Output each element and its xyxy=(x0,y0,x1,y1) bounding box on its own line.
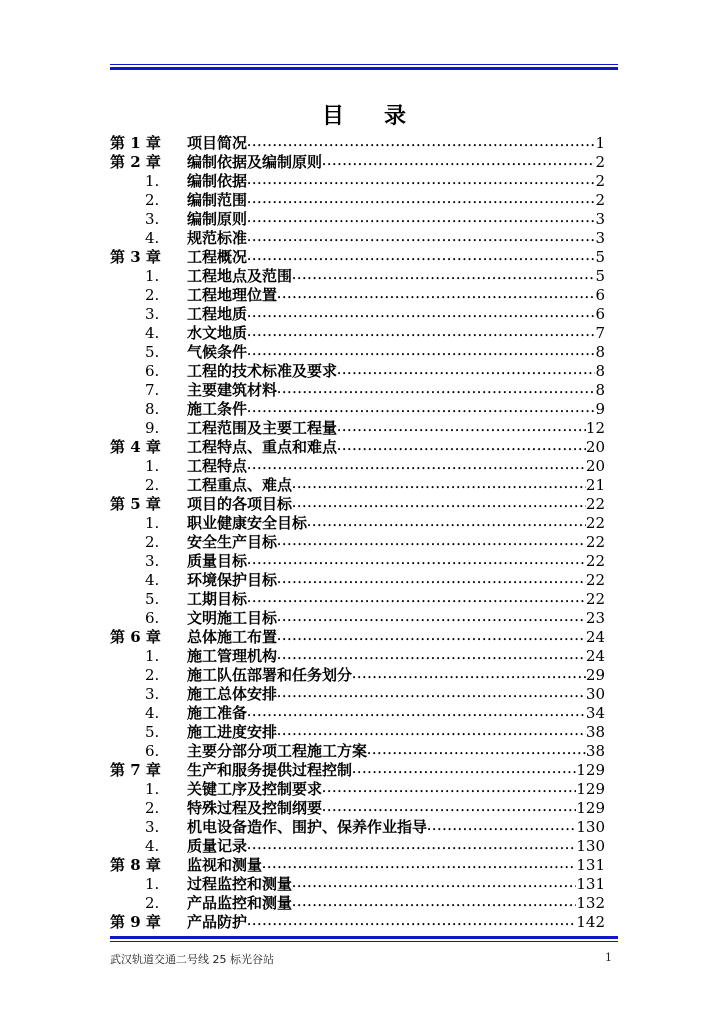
toc-entry-number: 5. xyxy=(145,590,160,608)
toc-entry-page: 38 xyxy=(585,742,605,760)
toc-section-entry[interactable] xyxy=(110,457,605,476)
toc-entry-page: 130 xyxy=(576,837,605,855)
toc-entry-page: 1 xyxy=(595,134,605,152)
toc-entry-number: 3. xyxy=(145,305,160,323)
toc-entry-title: 环境保护目标 xyxy=(187,571,278,589)
toc-entry-page: 3 xyxy=(595,210,605,228)
toc-entry-page: 22 xyxy=(585,552,605,570)
toc-dot-leader xyxy=(247,914,576,933)
toc-section-entry[interactable] xyxy=(110,742,605,761)
toc-entry-line xyxy=(187,742,605,762)
toc-entry-page: 22 xyxy=(585,590,605,608)
toc-entry-title: 规范标准 xyxy=(187,229,248,247)
toc-section-entry[interactable] xyxy=(110,609,605,628)
toc-section-entry[interactable] xyxy=(110,267,605,286)
toc-dot-leader xyxy=(367,743,586,762)
toc-entry-title: 工程地理位置 xyxy=(187,286,278,304)
toc-dot-leader xyxy=(292,895,576,914)
toc-dot-leader xyxy=(247,135,595,154)
toc-entry-number: 1. xyxy=(145,172,160,190)
toc-chapter-entry[interactable] xyxy=(110,248,605,267)
toc-entry-title: 工程特点 xyxy=(187,457,248,475)
toc-entry-line xyxy=(187,438,605,458)
toc-entry-title: 产品监控和测量 xyxy=(187,894,293,912)
toc-entry-number: 2. xyxy=(145,191,160,209)
toc-entry-line xyxy=(187,685,605,705)
toc-entry-line xyxy=(187,780,605,800)
toc-entry-page: 20 xyxy=(585,438,605,456)
toc-entry-page: 22 xyxy=(585,514,605,532)
toc-entry-number: 第 9 章 xyxy=(110,913,161,931)
toc-section-entry[interactable] xyxy=(110,400,605,419)
toc-entry-title: 工程特点、重点和难点 xyxy=(187,438,338,456)
toc-entry-line xyxy=(187,704,605,724)
toc-entry-title: 气候条件 xyxy=(187,343,248,361)
toc-entry-title: 质量目标 xyxy=(187,552,248,570)
toc-section-entry[interactable] xyxy=(110,685,605,704)
toc-section-entry[interactable] xyxy=(110,514,605,533)
toc-dot-leader xyxy=(277,648,586,667)
toc-entry-line xyxy=(187,818,605,838)
toc-entry-title: 工期目标 xyxy=(187,590,248,608)
toc-entry-title: 生产和服务提供过程控制 xyxy=(187,761,353,779)
toc-entry-page: 142 xyxy=(576,913,605,931)
toc-entry-page: 6 xyxy=(595,305,605,323)
toc-dot-leader xyxy=(277,572,586,591)
toc-entry-line xyxy=(187,894,605,914)
toc-chapter-entry[interactable] xyxy=(110,628,605,647)
toc-dot-leader xyxy=(247,211,595,230)
toc-entry-title: 编制依据 xyxy=(187,172,248,190)
toc-entry-number: 7. xyxy=(145,381,160,399)
toc-section-entry[interactable] xyxy=(110,647,605,666)
toc-entry-title: 施工准备 xyxy=(187,704,248,722)
toc-section-entry[interactable] xyxy=(110,666,605,685)
toc-entry-number: 2. xyxy=(145,894,160,912)
toc-dot-leader xyxy=(427,819,576,838)
toc-dot-leader xyxy=(247,325,595,344)
toc-entry-title: 安全生产目标 xyxy=(187,533,278,551)
toc-section-entry[interactable] xyxy=(110,305,605,324)
toc-entry-page: 8 xyxy=(595,343,605,361)
toc-dot-leader xyxy=(247,458,586,477)
toc-entry-line xyxy=(187,666,605,686)
toc-entry-title: 编制范围 xyxy=(187,191,248,209)
toc-entry-line xyxy=(187,552,605,572)
toc-entry-title: 施工进度安排 xyxy=(187,723,278,741)
toc-dot-leader xyxy=(277,287,595,306)
toc-entry-line xyxy=(187,571,605,591)
toc-entry-title: 编制原则 xyxy=(187,210,248,228)
toc-entry-number: 第 1 章 xyxy=(110,134,161,152)
toc-entry-title: 职业健康安全目标 xyxy=(187,514,308,532)
toc-entry-line xyxy=(187,913,605,933)
toc-entry-number: 第 8 章 xyxy=(110,856,161,874)
toc-entry-page: 22 xyxy=(585,495,605,513)
toc-dot-leader xyxy=(277,382,595,401)
header-rule-thick xyxy=(110,67,618,70)
toc-entry-number: 3. xyxy=(145,685,160,703)
toc-entry-number: 4. xyxy=(145,571,160,589)
toc-section-entry[interactable] xyxy=(110,381,605,400)
toc-entry-title: 过程监控和测量 xyxy=(187,875,293,893)
footer-rule-thin xyxy=(110,941,618,942)
toc-entry-line xyxy=(187,647,605,667)
toc-entry-page: 131 xyxy=(576,875,605,893)
toc-entry-line xyxy=(187,324,605,344)
table-of-contents xyxy=(110,134,605,932)
toc-entry-title: 机电设备造作、围护、保养作业指导 xyxy=(187,818,428,836)
toc-entry-line xyxy=(187,628,605,648)
toc-entry-line xyxy=(187,419,605,439)
toc-entry-page: 24 xyxy=(585,628,605,646)
toc-entry-page: 38 xyxy=(585,723,605,741)
toc-entry-title: 工程地质 xyxy=(187,305,248,323)
toc-section-entry[interactable] xyxy=(110,723,605,742)
toc-entry-page: 2 xyxy=(595,153,605,171)
toc-entry-number: 4. xyxy=(145,704,160,722)
toc-dot-leader xyxy=(322,800,576,819)
toc-chapter-entry[interactable] xyxy=(110,761,605,780)
toc-entry-line xyxy=(187,514,605,534)
toc-entry-title: 工程范围及主要工程量 xyxy=(187,419,338,437)
toc-entry-page: 129 xyxy=(576,780,605,798)
toc-dot-leader xyxy=(292,496,586,515)
toc-section-entry[interactable] xyxy=(110,362,605,381)
toc-entry-title: 工程地点及范围 xyxy=(187,267,293,285)
toc-entry-line xyxy=(187,248,605,268)
toc-entry-page: 2 xyxy=(595,172,605,190)
toc-entry-title: 项目简况 xyxy=(187,134,248,152)
toc-section-entry[interactable] xyxy=(110,837,605,856)
toc-entry-number: 4. xyxy=(145,837,160,855)
toc-chapter-entry[interactable] xyxy=(110,856,605,875)
toc-section-entry[interactable] xyxy=(110,780,605,799)
toc-entry-page: 3 xyxy=(595,229,605,247)
toc-dot-leader xyxy=(307,515,586,534)
toc-entry-line xyxy=(187,590,605,610)
toc-entry-page: 20 xyxy=(585,457,605,475)
toc-entry-page: 132 xyxy=(576,894,605,912)
toc-dot-leader xyxy=(277,610,586,629)
toc-entry-number: 1. xyxy=(145,780,160,798)
toc-entry-line xyxy=(187,286,605,306)
toc-entry-title: 主要建筑材料 xyxy=(187,381,278,399)
toc-entry-number: 3. xyxy=(145,210,160,228)
footer-page-number: 1 xyxy=(605,951,612,964)
toc-entry-number: 第 4 章 xyxy=(110,438,161,456)
toc-entry-number: 1. xyxy=(145,457,160,475)
toc-chapter-entry[interactable] xyxy=(110,134,605,153)
toc-section-entry[interactable] xyxy=(110,799,605,818)
toc-entry-line xyxy=(187,875,605,895)
toc-section-entry[interactable] xyxy=(110,571,605,590)
toc-entry-title: 施工条件 xyxy=(187,400,248,418)
toc-entry-title: 总体施工布置 xyxy=(187,628,278,646)
toc-entry-title: 施工总体安排 xyxy=(187,685,278,703)
header-rule-thin xyxy=(110,64,618,65)
toc-entry-number: 2. xyxy=(145,799,160,817)
toc-entry-page: 22 xyxy=(585,533,605,551)
toc-entry-number: 1. xyxy=(145,875,160,893)
toc-entry-number: 9. xyxy=(145,419,160,437)
toc-entry-number: 6. xyxy=(145,609,160,627)
toc-section-entry[interactable] xyxy=(110,894,605,913)
toc-dot-leader xyxy=(247,344,595,363)
toc-entry-number: 5. xyxy=(145,723,160,741)
toc-dot-leader xyxy=(277,686,586,705)
toc-entry-page: 8 xyxy=(595,381,605,399)
toc-section-entry[interactable] xyxy=(110,704,605,723)
toc-entry-page: 12 xyxy=(585,419,605,437)
toc-entry-number: 4. xyxy=(145,229,160,247)
toc-entry-line xyxy=(187,400,605,420)
toc-title: 目录 xyxy=(321,103,446,129)
toc-section-entry[interactable] xyxy=(110,172,605,191)
toc-entry-line xyxy=(187,343,605,363)
toc-entry-page: 29 xyxy=(585,666,605,684)
toc-entry-page: 7 xyxy=(595,324,605,342)
toc-entry-line xyxy=(187,172,605,192)
toc-entry-number: 第 2 章 xyxy=(110,153,161,171)
toc-section-entry[interactable] xyxy=(110,229,605,248)
toc-entry-line xyxy=(187,799,605,819)
toc-entry-number: 第 7 章 xyxy=(110,761,161,779)
toc-entry-line xyxy=(187,495,605,515)
toc-entry-number: 8. xyxy=(145,400,160,418)
toc-dot-leader xyxy=(247,173,595,192)
toc-dot-leader xyxy=(337,363,595,382)
toc-entry-line xyxy=(187,533,605,553)
toc-dot-leader xyxy=(292,268,595,287)
toc-entry-line xyxy=(187,362,605,382)
toc-entry-title: 质量记录 xyxy=(187,837,248,855)
toc-dot-leader xyxy=(352,762,576,781)
toc-section-entry[interactable] xyxy=(110,419,605,438)
toc-dot-leader xyxy=(262,857,576,876)
toc-entry-line xyxy=(187,723,605,743)
toc-entry-number: 1. xyxy=(145,514,160,532)
toc-entry-line xyxy=(187,191,605,211)
toc-entry-number: 6. xyxy=(145,742,160,760)
toc-section-entry[interactable] xyxy=(110,286,605,305)
toc-dot-leader xyxy=(247,230,595,249)
toc-dot-leader xyxy=(277,724,586,743)
toc-entry-title: 工程重点、难点 xyxy=(187,476,293,494)
toc-entry-title: 水文地质 xyxy=(187,324,248,342)
toc-dot-leader xyxy=(352,667,586,686)
toc-section-entry[interactable] xyxy=(110,191,605,210)
toc-entry-page: 5 xyxy=(595,267,605,285)
toc-entry-page: 129 xyxy=(576,799,605,817)
toc-entry-title: 工程概况 xyxy=(187,248,248,266)
toc-entry-title: 特殊过程及控制纲要 xyxy=(187,799,323,817)
toc-entry-title: 产品防护 xyxy=(187,913,248,931)
toc-dot-leader xyxy=(247,838,576,857)
toc-entry-line xyxy=(187,210,605,230)
toc-dot-leader xyxy=(322,781,576,800)
toc-section-entry[interactable] xyxy=(110,552,605,571)
toc-entry-page: 5 xyxy=(595,248,605,266)
toc-dot-leader xyxy=(292,477,586,496)
toc-chapter-entry[interactable] xyxy=(110,495,605,514)
toc-entry-page: 129 xyxy=(576,761,605,779)
toc-entry-page: 22 xyxy=(585,571,605,589)
toc-section-entry[interactable] xyxy=(110,343,605,362)
toc-dot-leader xyxy=(337,420,586,439)
toc-section-entry[interactable] xyxy=(110,590,605,609)
toc-entry-title: 主要分部分项工程施工方案 xyxy=(187,742,368,760)
toc-entry-title: 编制依据及编制原则 xyxy=(187,153,323,171)
toc-entry-line xyxy=(187,229,605,249)
toc-entry-line xyxy=(187,305,605,325)
toc-dot-leader xyxy=(292,876,576,895)
toc-entry-number: 3. xyxy=(145,552,160,570)
toc-entry-title: 施工队伍部署和任务划分 xyxy=(187,666,353,684)
toc-chapter-entry[interactable] xyxy=(110,153,605,172)
toc-entry-number: 第 5 章 xyxy=(110,495,161,513)
toc-entry-number: 1. xyxy=(145,647,160,665)
toc-chapter-entry[interactable] xyxy=(110,913,605,932)
toc-entry-line xyxy=(187,609,605,629)
toc-entry-page: 23 xyxy=(585,609,605,627)
toc-entry-title: 文明施工目标 xyxy=(187,609,278,627)
toc-section-entry[interactable] xyxy=(110,533,605,552)
toc-entry-page: 2 xyxy=(595,191,605,209)
toc-entry-page: 9 xyxy=(595,400,605,418)
toc-entry-line xyxy=(187,267,605,287)
toc-section-entry[interactable] xyxy=(110,210,605,229)
toc-entry-number: 5. xyxy=(145,343,160,361)
toc-dot-leader xyxy=(247,306,595,325)
toc-dot-leader xyxy=(322,154,595,173)
toc-entry-number: 2. xyxy=(145,533,160,551)
toc-entry-title: 施工管理机构 xyxy=(187,647,278,665)
toc-dot-leader xyxy=(247,553,586,572)
toc-entry-page: 24 xyxy=(585,647,605,665)
toc-entry-line xyxy=(187,153,605,173)
toc-dot-leader xyxy=(277,534,586,553)
toc-dot-leader xyxy=(247,705,586,724)
toc-entry-page: 30 xyxy=(585,685,605,703)
toc-section-entry[interactable] xyxy=(110,875,605,894)
toc-dot-leader xyxy=(337,439,586,458)
toc-entry-number: 第 6 章 xyxy=(110,628,161,646)
toc-entry-number: 3. xyxy=(145,818,160,836)
toc-entry-title: 工程的技术标准及要求 xyxy=(187,362,338,380)
toc-entry-page: 131 xyxy=(576,856,605,874)
toc-entry-line xyxy=(187,761,605,781)
toc-dot-leader xyxy=(247,192,595,211)
toc-entry-page: 130 xyxy=(576,818,605,836)
toc-entry-number: 1. xyxy=(145,267,160,285)
toc-dot-leader xyxy=(247,591,586,610)
toc-entry-line xyxy=(187,457,605,477)
toc-entry-number: 2. xyxy=(145,666,160,684)
toc-section-entry[interactable] xyxy=(110,476,605,495)
toc-entry-number: 2. xyxy=(145,476,160,494)
toc-dot-leader xyxy=(247,249,595,268)
toc-entry-number: 第 3 章 xyxy=(110,248,161,266)
toc-entry-title: 关键工序及控制要求 xyxy=(187,780,323,798)
toc-entry-line xyxy=(187,856,605,876)
toc-entry-page: 21 xyxy=(585,476,605,494)
footer-project-name: 武汉轨道交通二号线 25 标光谷站 xyxy=(110,953,274,966)
toc-dot-leader xyxy=(277,629,586,648)
toc-section-entry[interactable] xyxy=(110,324,605,343)
toc-entry-number: 4. xyxy=(145,324,160,342)
footer-rule-thick xyxy=(110,936,618,939)
toc-dot-leader xyxy=(247,401,595,420)
toc-entry-number: 2. xyxy=(145,286,160,304)
toc-entry-line xyxy=(187,134,605,154)
toc-entry-title: 监视和测量 xyxy=(187,856,263,874)
toc-entry-line xyxy=(187,837,605,857)
toc-entry-page: 6 xyxy=(595,286,605,304)
toc-entry-number: 6. xyxy=(145,362,160,380)
toc-entry-line xyxy=(187,476,605,496)
toc-entry-page: 8 xyxy=(595,362,605,380)
toc-section-entry[interactable] xyxy=(110,818,605,837)
toc-chapter-entry[interactable] xyxy=(110,438,605,457)
toc-entry-line xyxy=(187,381,605,401)
toc-entry-page: 34 xyxy=(585,704,605,722)
toc-entry-title: 项目的各项目标 xyxy=(187,495,293,513)
